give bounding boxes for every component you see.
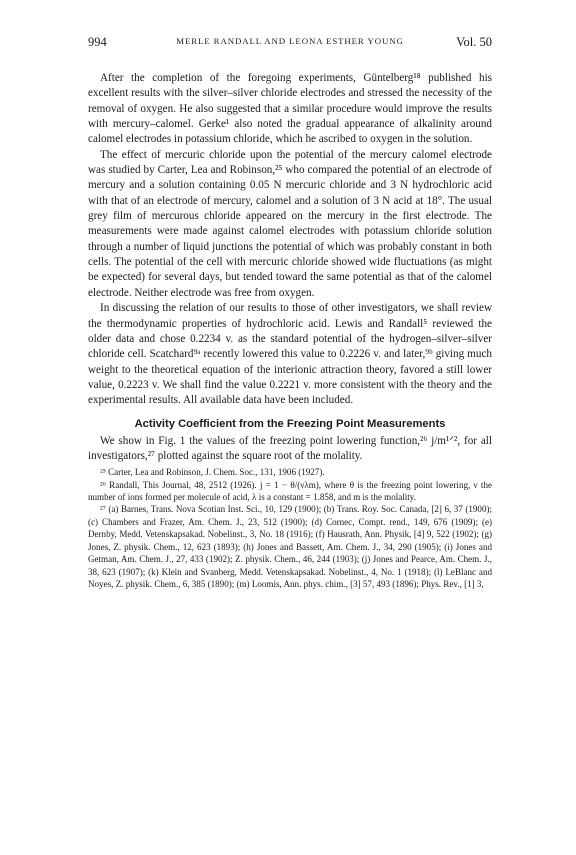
volume-label: Vol. 50 [456, 35, 492, 49]
page-body [88, 71, 492, 590]
paragraph-freezing-point: We show in Fig. 1 the values of the freezing point lowering function,²⁶ j/m¹ᐟ², for all investigators,²⁷ plotted against the square root of the molality. [88, 434, 492, 462]
paragraph-mercuric-chloride: The effect of mercuric chloride upon the potential of the mercury calomel electrode was studied by Carter, Lea and Robinson,²⁵ who compared the potential of an electrode of mercury and a solution containing 0.05 N mercuric chloride and 3 N hydrochloric acid with that of an electrode of mercury, calomel and a solution of 3 N acid at 18°. The usual grey film of mercurous chloride appeared on the mercury in the first electrode. The measurements were made against calomel electrodes with potassium chloride solution through a number of liquid junctions the potential of which was probably constant in both cells. The potential of the cell with mercuric chloride showed wide fluctuations (as might be expected) for several days, but tended toward the same potential as that of the calomel electrode. Neither electrode was free from oxygen. [88, 148, 492, 299]
running-header [88, 35, 492, 55]
paragraph-guntelberg: After the completion of the foregoing experiments, Güntelberg¹⁸ published his excellent results with the silver–silver chloride electrodes and stressed the necessity of the removal of oxygen. He also suggested that a similar procedure would improve the results with mercury–calomel. Gerke¹ also noted the gradual appearance of alkalinity around calomel electrodes in potassium chloride, which he ascribed to oxygen in the solution. [88, 72, 492, 146]
running-title: MERLE RANDALL AND LEONA ESTHER YOUNG [176, 36, 404, 46]
paragraph-thermodynamic-review: In discussing the relation of our results to those of other investigators, we shall review the thermodynamic properties of hydrochloric acid. Lewis and Randall⁵ reviewed the older data and chose 0.2234 v. as the standard potential of the hydrogen–silver–silver chloride cell. Scatchard⁹ᵃ recently lowered this value to 0.2226 v. and later,⁹ᵇ giving much weight to the theoretical equation of the interionic attraction theory, favored a still lower value, 0.2223 v. We shall find the value 0.2221 v. more consistent with the theory and the experimental results. All available data have been included. [88, 302, 492, 407]
section-heading: Activity Coefficient from the Freezing Point Measurements [134, 417, 446, 430]
footnote-27: ²⁷ (a) Barnes, Trans. Nova Scotian Inst. Sci., 10, 129 (1900); (b) Trans. Roy. Soc. Canada, [2] 6, 37 (1900); (c) Chambers and Frazer, Am. Chem. J., 23, 512 (1900); (d) Cornec, Compt. rend., 149, 676 (1909); (e) Dernby, Medd. Vetenskapsakad. Nobelinst., 3, No. 18 (1916); (f) Hausrath, Ann. Physik, [4] 9, 522 (1902); (g) Jones, Z. physik. Chem., 12, 623 (1893); (h) Jones and Bassett, Am. Chem. J., 34, 290 (1905); (i) Jones and Getman, Am. Chem. J., 27, 433 (1902); Z. physik. Chem., 46, 244 (1903); (j) Jones and Pearce, Am. Chem. J., 38, 623 (1907); (k) Klein and Svanberg, Medd. Vetenskapsakad. Nobelinst., 4, No. 1 (1918); (l) LeBlanc and Noyes, Z. physik. Chem., 6, 385 (1890); (m) Loomis, Ann. phys. chim., [3] 57, 493 (1896); Phys. Rev., [1] 3, [88, 504, 492, 589]
footnote-25: ²⁵ Carter, Lea and Robinson, J. Chem. Soc., 131, 1906 (1927). [100, 467, 325, 478]
page-number: 994 [88, 35, 107, 49]
footnote-26: ²⁶ Randall, This Journal, 48, 2512 (1926). j = 1 − θ/(νλm), where θ is the freezing point lowering, ν the number of ions formed per molecule of acid, λ is a constant = 1.858, and m is the molality. [88, 479, 492, 503]
footnotes [88, 466, 492, 590]
